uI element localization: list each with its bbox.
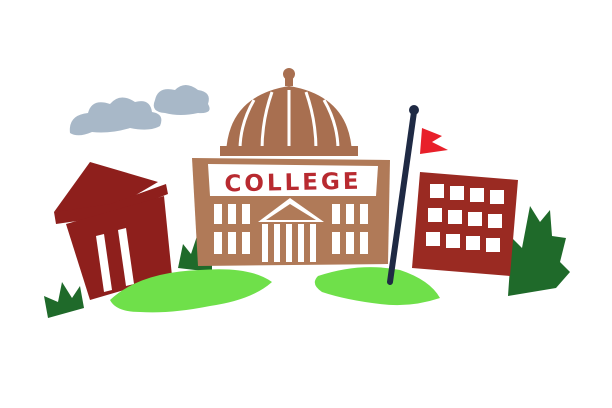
main-building	[192, 158, 390, 266]
dome	[220, 68, 358, 156]
college-sign-text: COLLEGE	[224, 168, 362, 198]
right-building	[412, 172, 518, 276]
cloud-icon	[70, 85, 210, 135]
